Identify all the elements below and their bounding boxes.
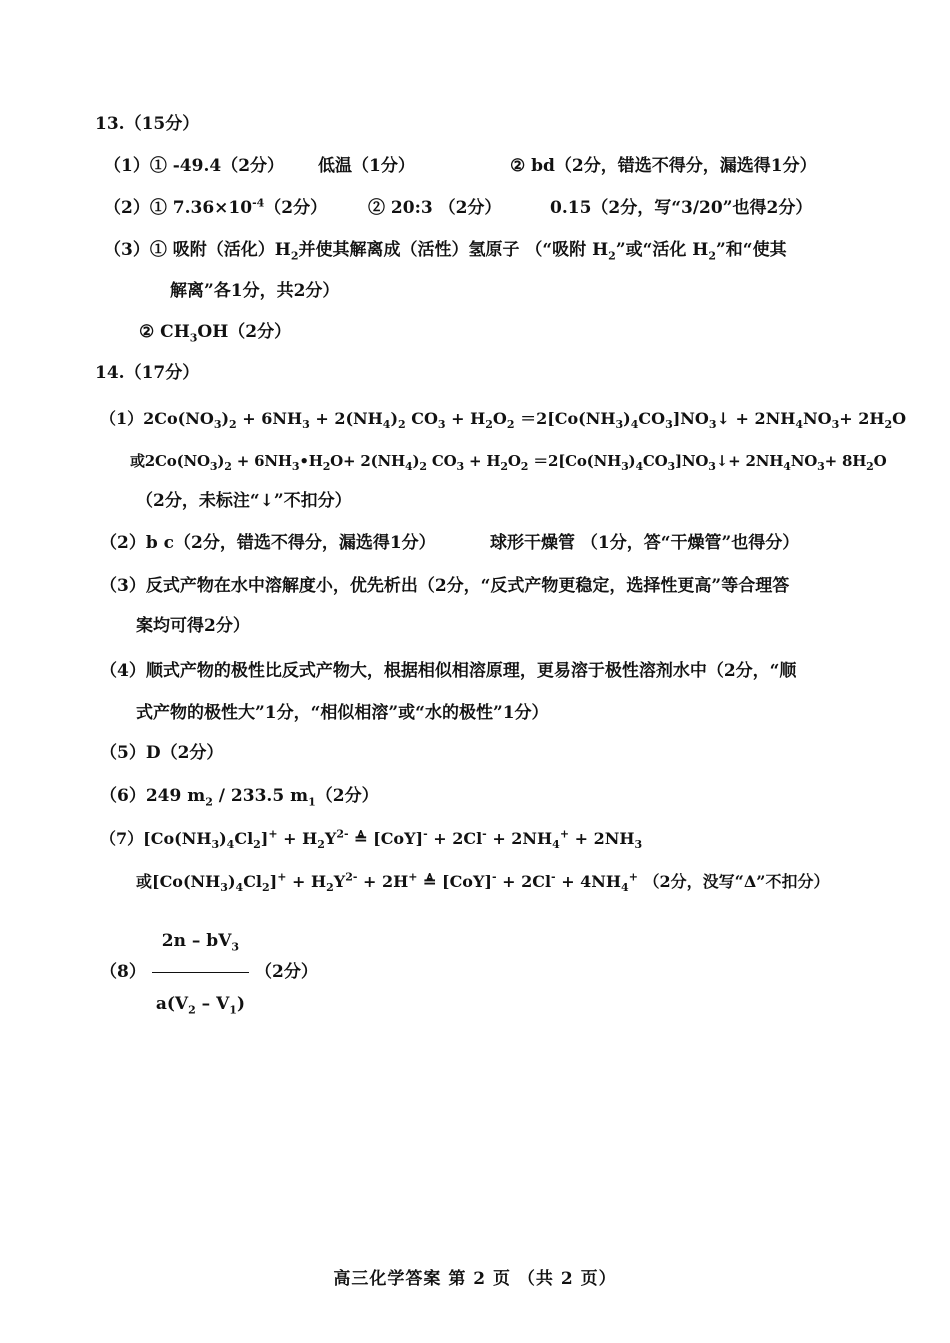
q14-part6: （6）249 $m_2 / 233.5$ $m_1(2$分） bbox=[100, 786, 379, 809]
q14-part8-label: （8） bbox=[100, 962, 146, 982]
q14-part4-line2: 式产物的极性大”1分，“相似相溶”或“水的极性”1分） bbox=[136, 703, 549, 723]
q13-part2-b: ② 20:3 （2分） bbox=[368, 198, 502, 218]
q13-part1-c: ② bd（2分，错选不得分，漏选得1分） bbox=[510, 156, 817, 176]
q14-part8-score: （2分） bbox=[254, 962, 318, 982]
q13-part3-line2: 解离”各1分，共2分） bbox=[170, 281, 340, 301]
q14-title: 14.（17分） bbox=[95, 363, 200, 383]
q13-part3-line1: （3）① 吸附（活化）$H_2$并使其解离成（活性）氢原子 （“吸附 $H_2$”或“活化 $H_2$”和“使其 bbox=[104, 240, 787, 263]
q14-part1-note: （2分，未标注“↓”不扣分） bbox=[136, 491, 352, 511]
q13-part2-c: 0.15（2分，写“3/20”也得2分） bbox=[550, 198, 813, 218]
q14-part7-equation1: $(7)[Co(NH_3)_4Cl_2]^+ + H_2Y^{2-}$ ≜ $[CoY]^- + 2Cl^- + 2NH_4^+ + 2NH_3$ bbox=[100, 827, 643, 852]
fraction-denominator: $a(V_2 - V_1)$ bbox=[155, 994, 245, 1017]
q14-part7-equation2: 或$[Co(NH_3)_4Cl_2]^+ + H_2Y^{2-} + 2H^+$ ≜ $[CoY]^- + 2Cl^- + 4NH_4^+$ （2分，没写“Δ”不扣分） bbox=[136, 870, 830, 895]
q13-part1-b: 低温（1分） bbox=[318, 156, 415, 176]
q14-part4-line1: （4）顺式产物的极性比反式产物大，根据相似相溶原理，更易溶于极性溶剂水中（2分，“顺 bbox=[100, 661, 797, 681]
q14-part1-equation1: $(1)2Co(NO_3)_2 + 6NH_3 + 2(NH_4)_2$ $CO_3 + H_2O_2$ $=2[Co(NH_3)_4CO_3]NO_3↓ + 2NH_4NO_3+ 2H_2O$ bbox=[100, 409, 907, 432]
q13-part3-line3: ② $CH_3OH(2$分） bbox=[139, 322, 292, 345]
q14-part8 bbox=[100, 912, 318, 1033]
q14-part2-a: （2）b c（2分，错选不得分，漏选得1分） bbox=[100, 533, 436, 553]
q14-part3-line1: （3）反式产物在水中溶解度小，优先析出（2分，“反式产物更稳定，选择性更高”等合理答 bbox=[100, 576, 790, 596]
q14-part2-b: 球形干燥管 （1分，答“干燥管”也得分） bbox=[490, 533, 800, 553]
q14-part3-line2: 案均可得2分） bbox=[136, 616, 250, 636]
q13-part2-a: （2）① $7.36\times 10^{-4}(2$分） bbox=[104, 196, 328, 218]
q14-part5: （5）D（2分） bbox=[100, 743, 224, 763]
q13-title: 13.（15分） bbox=[95, 114, 200, 134]
fraction-numerator: $2n - bV_3$ bbox=[152, 912, 249, 973]
q14-part1-equation2: 或$2Co(NO_3)_2$ + $6NH_3•H_2O+ 2(NH_4)_2$ $CO_3 + H_2O_2$ $=2[Co(NH_3)_4CO_3]NO_3↓+ 2NH_4NO_3+ 8H_2O$ bbox=[130, 452, 887, 473]
q14-part8-fraction bbox=[152, 912, 249, 1033]
q13-part1-a: （1）① -49.4（2分） bbox=[104, 156, 285, 176]
page-footer: 高三化学答案 第 2 页 （共 2 页） bbox=[333, 1269, 617, 1289]
